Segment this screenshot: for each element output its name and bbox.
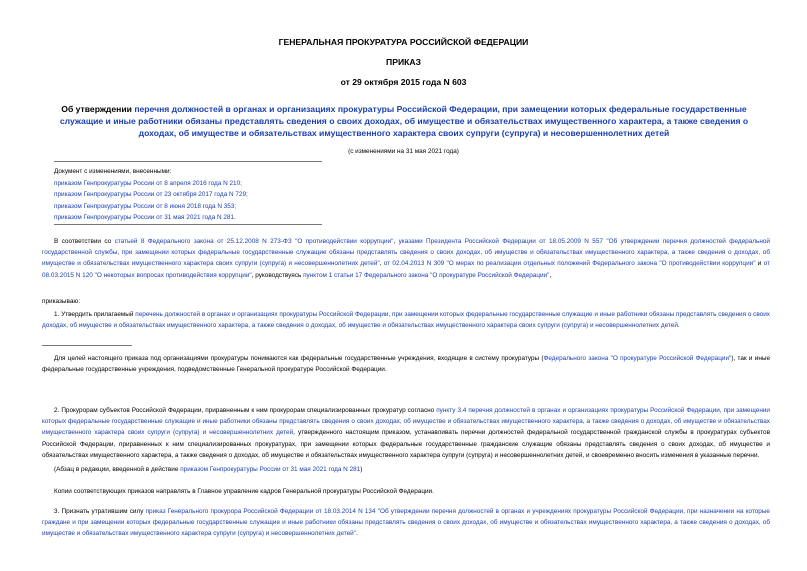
- amendment-link[interactable]: приказом Генпрокуратуры России от 31 мая 2021 года N 281: [180, 466, 361, 473]
- text: .: [677, 322, 680, 330]
- changes-bottom-rule: [54, 224, 322, 225]
- changes-heading: Документ с изменениями, внесенными:: [54, 168, 172, 175]
- decree-link[interactable]: от 02.04.2013 N 309 "О мерах по реализации отдельных положений Федерального закона "О противодействии коррупции": [383, 260, 756, 268]
- edition-note: (с изменениями на 31 мая 2021 года): [348, 148, 459, 155]
- organization-heading: ГЕНЕРАЛЬНАЯ ПРОКУРАТУРА РОССИЙСКОЙ ФЕДЕРАЦИИ: [278, 37, 529, 47]
- changes-top-rule: [54, 161, 322, 162]
- change-link[interactable]: приказом Генпрокуратуры России от 23 октября 2017 года N 729;: [54, 191, 248, 198]
- text: , утвержденного настоящим приказом, устанавливать перечни должностей федеральной государственной гражданской службы в прокуратурах субъектов Российской Федерации, приравненных к ним специализированных прокуратурах, при замещении которых федеральные государственные гражданские служащие обязаны представлять сведения о своих доходах, об имуществе и обязательствах имущественного характера, а также сведения о доходах, об имуществе и обязательствах имущественного характера супруги (супруга) и несовершеннолетних детей, и своевременно вносить изменения в указанные перечни.: [42, 429, 771, 459]
- paragraph-item-3: [42, 506, 770, 540]
- text: .: [355, 530, 358, 538]
- list-point-link[interactable]: пункту 3.4 перечня должностей в органах и организациях прокуратуры Российской Федерации, при замещении которых федеральные государственные служащие и иные работники обязаны представлять сведения о своих доходах, об имуществе и обязательствах имущественного характера, а также сведения о доходах, об имуществе и обязательствах имущественного характера своих супруги (супруга) и несовершеннолетних детей: [42, 407, 770, 437]
- text: и: [755, 260, 764, 268]
- decree-link[interactable]: от 08.03.2015 N 120 "О некоторых вопросах противодействия коррупции": [42, 260, 770, 279]
- title-link[interactable]: перечня должностей в органах и организациях прокуратуры Российской Федерации, при замещении которых федеральные государственные служащие и иные работники обязаны представлять сведения о своих доходах, об имуществе и обязательствах имущественного характера, а также сведения о доходах, об имуществе и обязательствах имущественного характера своих супруги (супруга) и несовершеннолетних детей: [59, 104, 749, 138]
- document-title: [48, 103, 760, 139]
- changes-block: [54, 166, 374, 224]
- text: ), так и иные федеральные государственные учреждения, подведомственные Генеральной прокуратуре Российской Федерации.: [42, 355, 770, 374]
- text: Для целей настоящего приказа под организациями прокуратуры понимаются как федеральные государственные учреждения, входящие в систему прокуратуры (: [54, 355, 544, 362]
- text: 3. Признать утратившим силу: [54, 508, 146, 515]
- paragraph-item-2: [42, 405, 770, 461]
- document-date-number: от 29 октября 2015 года N 603: [340, 77, 467, 87]
- change-link[interactable]: приказом Генпрокуратуры России от 8 апреля 2016 года N 210;: [54, 179, 242, 187]
- paragraph-amendment-note: [42, 464, 770, 475]
- law-link[interactable]: пунктом 1 статьи 17 Федерального закона "О прокуратуре Российской Федерации": [303, 271, 550, 279]
- paragraph-preamble: [42, 236, 770, 281]
- paragraph-item-1: [42, 309, 770, 331]
- text: В соответствии со: [54, 238, 115, 245]
- list-link[interactable]: перечень должностей в органах и организациях прокуратуры Российской Федерации, при замещении которых федеральные государственные служащие и иные работники обязаны представлять сведения о своих доходах, об имуществе и обязательствах имущественного характера, а также сведения о доходах, об имуществе и обязательствах имущественного характера своих супруги (супруга) и несовершеннолетних детей: [42, 311, 770, 330]
- text: ,: [393, 238, 399, 245]
- paragraph-footnote: [42, 353, 770, 375]
- text: 1. Утвердить прилагаемый: [54, 311, 136, 318]
- decree-link[interactable]: указами Президента Российской Федерации от 18.05.2009 N 557 "Об утверждении перечня должностей федеральной государственной службы, при замещении которых федеральные государственные служащие обязаны представлять сведения о своих доходах, об имуществе и обязательствах имущественного характера, а также сведения о доходах, об имуществе и обязательствах имущественного характера своих супруги (супруга) и несовершеннолетних детей": [42, 238, 770, 268]
- text: , руководствуясь: [251, 271, 304, 279]
- paragraph-copies: Копии соответствующих приказов направлять в Главное управление кадров Генеральной прокуратуры Российской Федерации.: [54, 488, 434, 495]
- text: 2. Прокурорам субъектов Российской Федерации, приравненным к ним прокурорам специализированных прокуратур согласно: [54, 407, 437, 414]
- title-prefix: Об утверждении: [61, 104, 135, 114]
- order-word: приказываю:: [42, 298, 80, 305]
- change-link[interactable]: приказом Генпрокуратуры России от 31 мая 2021 года N 281.: [54, 214, 236, 221]
- change-link[interactable]: приказом Генпрокуратуры России от 8 июня 2018 года N 353;: [54, 202, 237, 210]
- text: ): [360, 466, 363, 473]
- document-type: ПРИКАЗ: [386, 57, 421, 67]
- text: (Абзац в редакции, введенной в действие: [54, 466, 181, 473]
- text: ,: [379, 260, 384, 268]
- repealed-order-link[interactable]: приказ Генерального прокурора Российской Федерации от 18.03.2014 N 134 "Об утверждении перечня должностей в органах и учреждениях прокуратуры Российской Федерации, при назначении на которые граждане и при замещении которых федеральные государственные служащие и иные работники обязаны представлять сведения о своих доходах, об имуществе и обязательствах имущественного характера, а также сведения о доходах, об имуществе и обязательствах имущественного характера супруги (супруга) и несовершеннолетних детей": [42, 508, 770, 538]
- footnote-rule: [42, 345, 132, 346]
- text: ,: [549, 271, 552, 279]
- law-link[interactable]: Федерального закона "О прокуратуре Российской Федерации": [543, 355, 732, 362]
- law-link[interactable]: статьей 8 Федерального закона от 25.12.2008 N 273-ФЗ "О противодействии коррупции": [114, 238, 394, 245]
